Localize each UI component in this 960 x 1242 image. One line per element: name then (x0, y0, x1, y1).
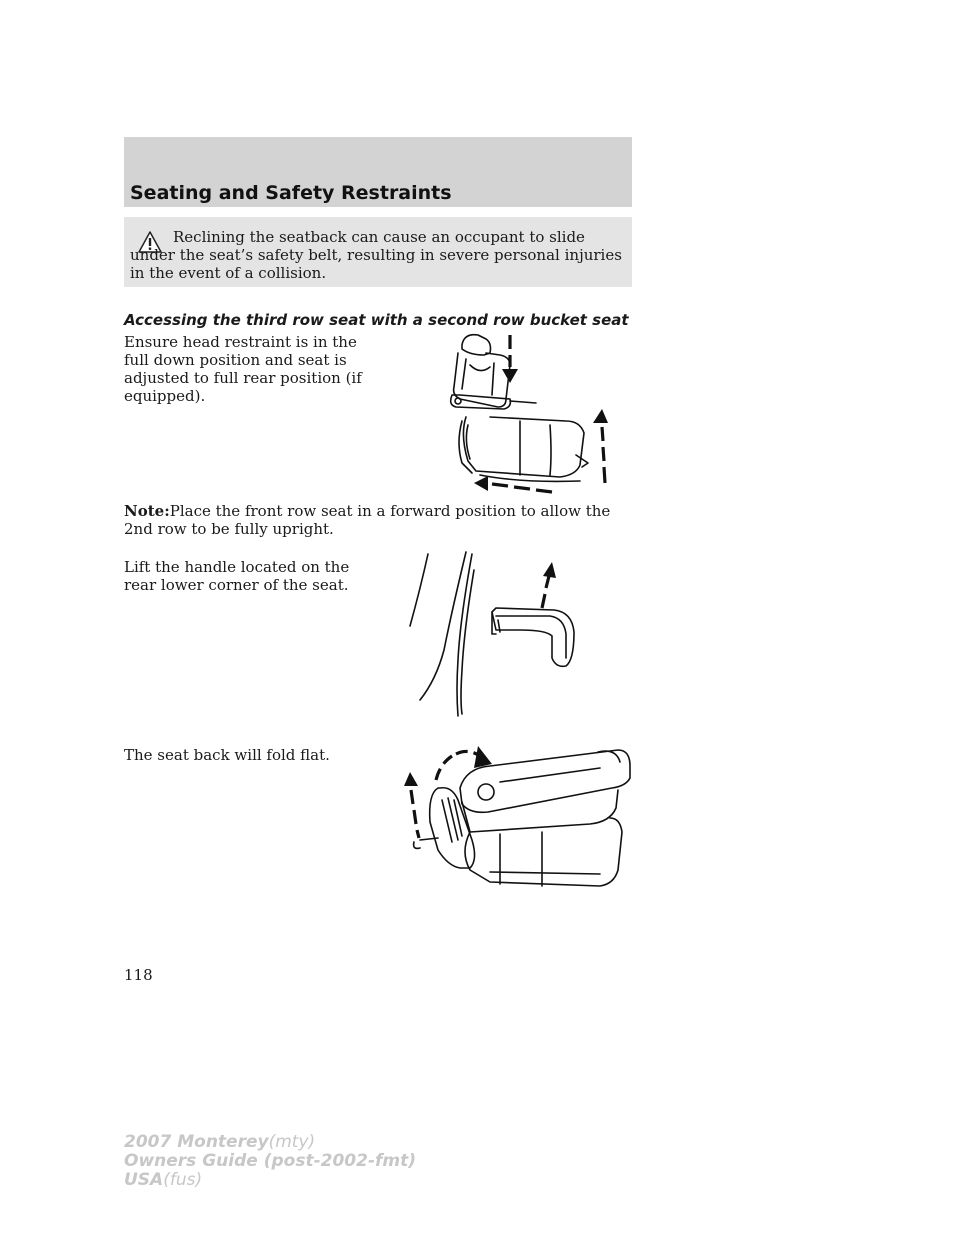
seat-folded-illustration (400, 742, 632, 892)
footer-line-3: USA(fus) (124, 1170, 203, 1190)
seat-restraint-illustration (440, 325, 620, 495)
warning-text: Reclining the seatback can cause an occupant to slide under the seat’s safety belt, resulting in severe personal injuries in the event of a collision. (130, 228, 622, 282)
instruction-step-1: Ensure head restraint is in the full down position and seat is adjusted to full rear position (if equipped). (124, 333, 362, 405)
footer (124, 1133, 416, 1190)
subheading: Accessing the third row seat with a second row bucket seat (124, 311, 629, 329)
warning-box (124, 217, 632, 287)
section-title: Seating and Safety Restraints (130, 182, 452, 204)
page-number: 118 (124, 966, 153, 984)
note-text: Place the front row seat in a forward position to allow the 2nd row to be fully upright. (124, 502, 611, 538)
footer-line-2: Owners Guide (post-2002-fmt) (124, 1151, 417, 1171)
footer-line-1: 2007 Monterey(mty) (124, 1132, 316, 1152)
note-label: Note: (124, 502, 170, 520)
instruction-step-2: Lift the handle located on the rear lower corner of the seat. (124, 558, 350, 594)
seat-handle-illustration (400, 550, 580, 720)
note-paragraph (124, 502, 624, 538)
section-header (124, 137, 632, 207)
instruction-step-3: The seat back will fold flat. (124, 746, 330, 764)
